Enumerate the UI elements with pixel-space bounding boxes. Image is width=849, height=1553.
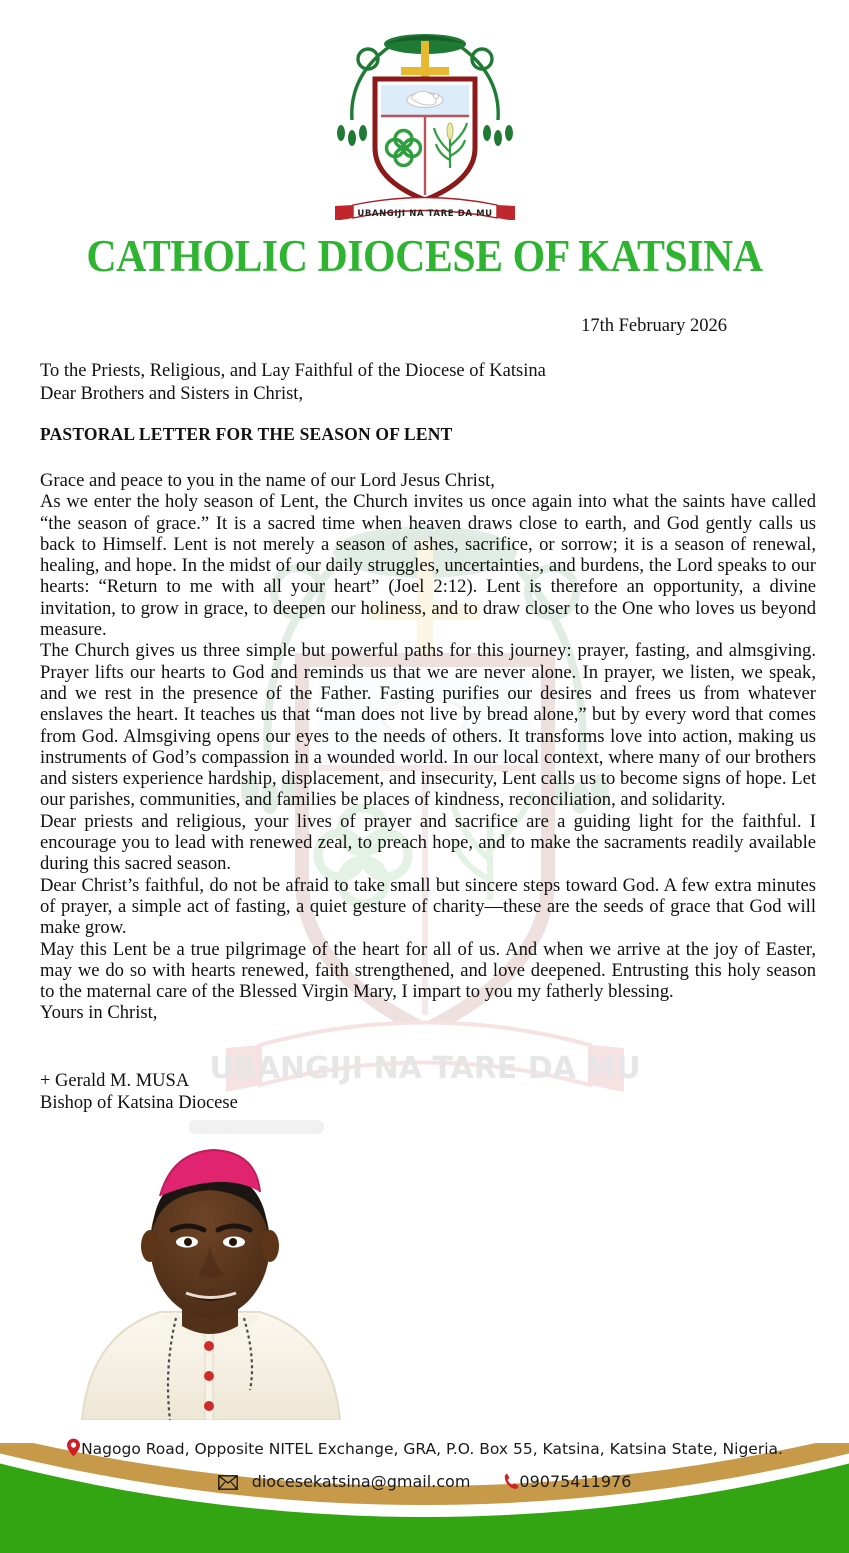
signature-block — [40, 1070, 238, 1114]
body-paragraph: Dear Christ’s faithful, do not be afraid to take small but sincere steps toward God. A few extra minutes of prayer, a simple act of fasting, a quiet gesture of charity—these are the seeds of grace that God will make grow. — [40, 874, 816, 939]
footer-phone-text[interactable]: 09075411976 — [519, 1472, 632, 1491]
envelope-icon — [218, 1475, 238, 1490]
body-paragraph: The Church gives us three simple but powerful paths for this journey: prayer, fasting, and almsgiving. Prayer lifts our hearts to God and reminds us that we are never alone. In prayer, we listen, we speak, and we rest in the presence of the Father. Fasting purifies our desires and frees us from whatever enslaves the heart. It teaches us that “man does not live by bread alone,” but by every word that comes from God. Almsgiving opens our eyes to the needs of others. It transforms love into action, making us instruments of God’s compassion in a wounded world. In our local context, where many of our brothers and sisters experience hardship, displacement, and insecurity, Lent calls us to become signs of hope. Let our parishes, communities, and families be places of kindness, reconciliation, and solidarity. — [40, 640, 816, 811]
letter-body — [40, 470, 816, 1024]
addressee-line-1: To the Priests, Religious, and Lay Faithful of the Diocese of Katsina — [40, 361, 546, 381]
letter-subject-heading: PASTORAL LETTER FOR THE SEASON OF LENT — [40, 424, 453, 444]
footer-email-text[interactable]: diocesekatsina@gmail.com — [251, 1472, 471, 1491]
footer-address-text: Nagogo Road, Opposite NITEL Exchange, GRA, P.O. Box 55, Katsina, Katsina State, Nigeria. — [81, 1440, 783, 1458]
footer-address-row — [0, 1438, 849, 1458]
addressee-line-2: Dear Brothers and Sisters in Christ, — [40, 383, 304, 404]
phone-icon — [504, 1473, 519, 1490]
location-pin-icon — [66, 1438, 81, 1457]
letter-addressee — [40, 360, 810, 405]
bishop-portrait-photo — [64, 1120, 354, 1420]
body-paragraph: May this Lent be a true pilgrimage of the heart for all of us. And when we arrive at the joy of Easter, may we do so with hearts renewed, faith strengthened, and love deepened. Entrusting this holy season to the maternal care of the Blessed Virgin Mary, I impart to you my fatherly blessing. — [40, 938, 816, 1003]
watermark-motto-text: UBANGIJI NA TARE DA MU — [208, 1051, 641, 1086]
footer-contact — [0, 1438, 849, 1491]
footer-contact-row — [0, 1472, 849, 1491]
body-paragraph-closing: Yours in Christ, — [40, 1002, 158, 1024]
body-paragraph: Dear priests and religious, your lives of prayer and sacrifice are a guiding light for the faithful. I encourage you to lead with renewed zeal, to preach hope, and to make the sacraments readily available during this sacred season. — [40, 810, 816, 875]
crest-motto-text: UBANGIJI NA TARE DA MU — [356, 209, 493, 219]
letter-date: 17th February 2026 — [581, 316, 727, 336]
signer-name: + Gerald M. MUSA — [40, 1071, 190, 1091]
signer-role: Bishop of Katsina Diocese — [40, 1093, 238, 1113]
page-title: CATHOLIC DIOCESE OF KATSINA — [86, 231, 763, 281]
body-paragraph: Grace and peace to you in the name of our Lord Jesus Christ, — [40, 470, 495, 491]
body-paragraph: As we enter the holy season of Lent, the Church invites us once again into what the saints have called “the season of grace.” It is a sacred time when heaven draws close to earth, and God gently calls us back to Himself. Lent is not merely a season of ashes, sacrifice, or sorrow; it is a season of renewal, healing, and hope. In the midst of our daily struggles, uncertainties, and burdens, the Lord speaks to our hearts: “Return to me with all your heart” (Joel 2:12). Lent is therefore an opportunity, a divine invitation, to grow in grace, to deepen our holiness, and to draw closer to the One who loves us beyond measure. — [40, 491, 816, 641]
